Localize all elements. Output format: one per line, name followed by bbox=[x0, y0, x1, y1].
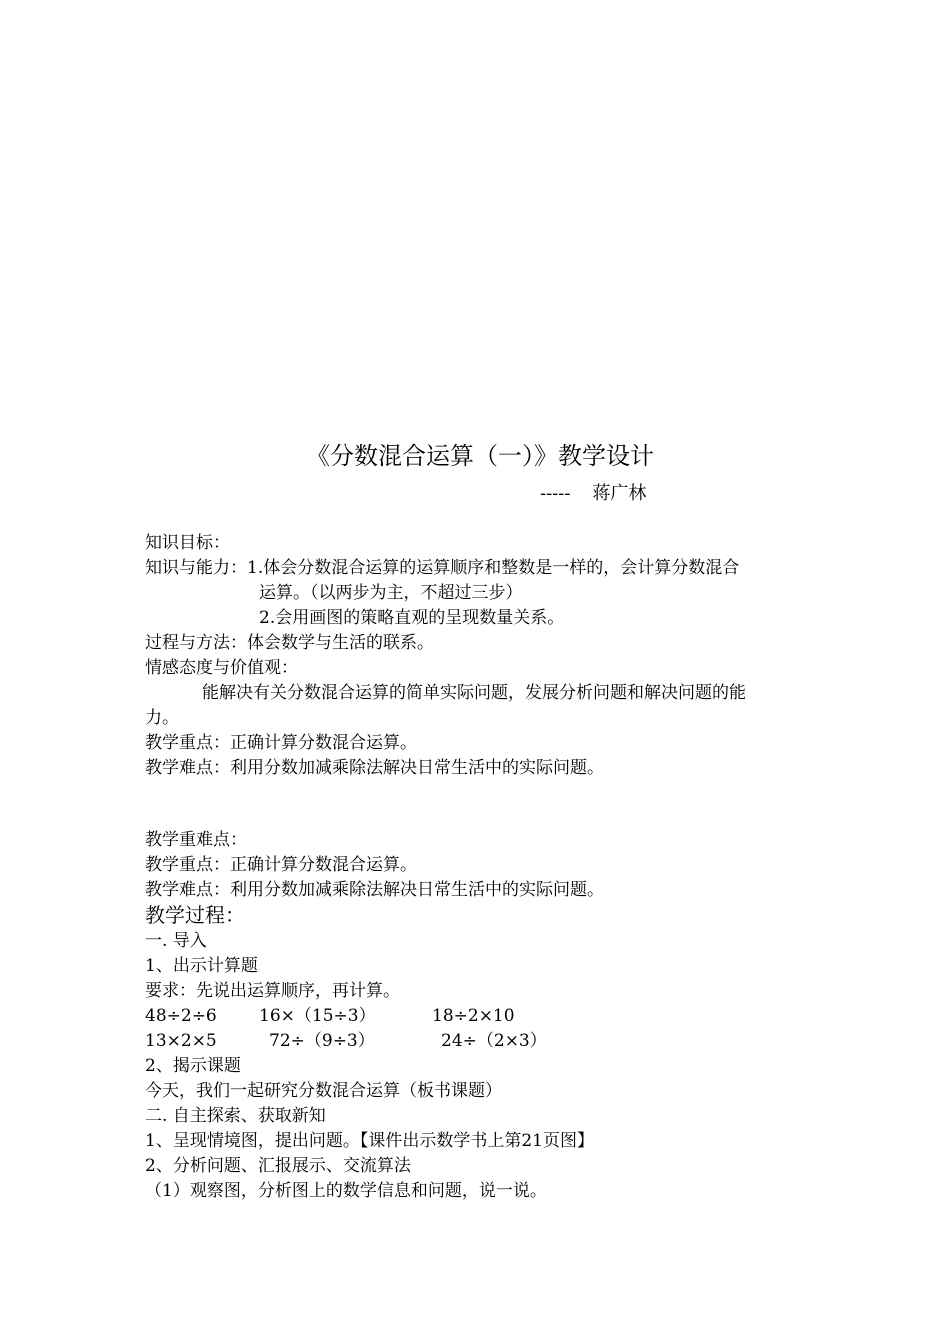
objectives-key: 教学重点：正确计算分数混合运算。 bbox=[145, 733, 417, 753]
step-2-1: （1）观察图，分析图上的数学信息和问题，说一说。 bbox=[145, 1181, 547, 1201]
knowledge-label: 知识与能力： bbox=[145, 558, 247, 578]
key-difficulty-heading: 教学重难点： bbox=[145, 830, 247, 850]
today-text: 今天，我们一起研究分数混合运算（板书课题） bbox=[145, 1081, 502, 1101]
calc-1-3: 18÷2×10 bbox=[432, 1006, 515, 1026]
knowledge-text-1a: 1.体会分数混合运算的运算顺序和整数是一样的，会计算分数混合 bbox=[247, 558, 740, 578]
step-1: 1、呈现情境图，提出问题。【课件出示数学书上第21页图】 bbox=[145, 1131, 594, 1151]
author-dash: ----- bbox=[540, 483, 571, 504]
calc-2-3: 24÷（2×3） bbox=[441, 1031, 547, 1051]
emotion-text-a: 能解决有关分数混合运算的简单实际问题，发展分析问题和解决问题的能 bbox=[202, 683, 746, 703]
key-difficulty-difficulty: 教学难点：利用分数加减乘除法解决日常生活中的实际问题。 bbox=[145, 880, 604, 900]
step-2: 2、分析问题、汇报展示、交流算法 bbox=[145, 1156, 411, 1176]
calc-2-1: 13×2×5 bbox=[145, 1031, 217, 1051]
item-reveal-topic: 2、揭示课题 bbox=[145, 1056, 241, 1076]
requirement-text: 要求：先说出运算顺序，再计算。 bbox=[145, 981, 400, 1001]
calc-1-2: 16×（15÷3） bbox=[259, 1006, 376, 1026]
author-line bbox=[540, 481, 646, 507]
emotion-label: 情感态度与价值观： bbox=[145, 658, 298, 678]
process-method: 过程与方法：体会数学与生活的联系。 bbox=[145, 633, 434, 653]
objectives-heading: 知识目标： bbox=[145, 533, 230, 553]
key-difficulty-key: 教学重点：正确计算分数混合运算。 bbox=[145, 855, 417, 875]
knowledge-text-2: 2.会用画图的策略直观的呈现数量关系。 bbox=[259, 608, 565, 628]
document-title: 《分数混合运算（一）》教学设计 bbox=[306, 442, 654, 470]
author-name: 蒋广林 bbox=[592, 483, 647, 504]
objectives-difficulty: 教学难点：利用分数加减乘除法解决日常生活中的实际问题。 bbox=[145, 758, 604, 778]
section-explore: 二. 自主探索、获取新知 bbox=[145, 1106, 326, 1126]
item-show-problems: 1、出示计算题 bbox=[145, 956, 258, 976]
process-heading: 教学过程： bbox=[145, 903, 245, 927]
knowledge-text-1b: 运算。（以两步为主，不超过三步） bbox=[259, 583, 523, 603]
emotion-text-b: 力。 bbox=[145, 708, 179, 728]
section-intro: 一. 导入 bbox=[145, 931, 207, 951]
calc-2-2: 72÷（9÷3） bbox=[269, 1031, 375, 1051]
calc-1-1: 48÷2÷6 bbox=[145, 1006, 217, 1026]
knowledge-line-1 bbox=[145, 556, 739, 580]
